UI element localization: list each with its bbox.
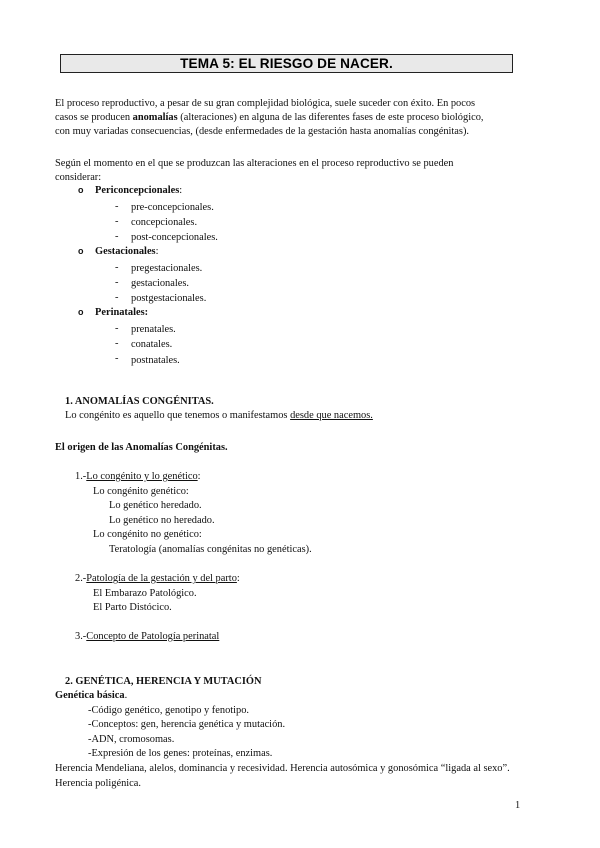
list-item: pregestacionales. [131,263,203,274]
group-label: Gestacionales [95,246,156,257]
list-item: postnatales. [131,355,180,366]
group-suffix: : [179,185,183,196]
list-item: postgestacionales. [131,293,207,304]
dash-icon: - [115,338,119,349]
origin-line: Lo genético heredado. [109,500,202,511]
intro-line-2 [55,111,484,124]
dash-icon: - [115,201,119,212]
intro-bold-anomalias: anomalías [132,112,178,123]
group-label: Periconcepcionales [95,185,180,196]
origin-line: El Embarazo Patológico. [93,588,197,599]
origin-point-3 [75,630,219,643]
moments-line-2: considerar: [55,172,102,183]
origin-point-2 [75,572,240,585]
intro-line-2-pre: casos se producen [55,112,133,123]
group-suffix: : [144,307,149,318]
group-suffix: : [155,246,159,257]
list-item: prenatales. [131,324,176,335]
page-number: 1 [515,800,521,811]
origin-line: El Parto Distócico. [93,602,172,613]
dash-icon: - [115,216,119,227]
group-gestacionales [95,245,159,258]
section-1-heading: 1. ANOMALÍAS CONGÉNITAS. [65,396,214,407]
origin-point-number: 1.- [75,471,87,482]
moments-line-1: Según el momento en el que se produzcan las alteraciones en el proceso reproductivo se pueden [55,158,454,169]
intro-line-2-post: (alteraciones) en alguna de las diferentes fases de este proceso biológico, [177,112,484,123]
genetics-item: -Expresión de los genes: proteínas, enzimas. [88,748,273,759]
origin-point-title: Concepto de Patología perinatal [86,631,220,642]
origin-point-colon: : [197,471,201,482]
list-item: post-concepcionales. [131,232,218,243]
page-title-box [60,54,513,73]
bullet-icon: o [78,246,84,256]
list-item: gestacionales. [131,278,189,289]
group-periconcepcionales [95,184,182,197]
intro-line-1: El proceso reproductivo, a pesar de su gran complejidad biológica, suele suceder con éxito. En pocos [55,98,476,109]
origin-line: Lo congénito no genético: [93,529,202,540]
origin-point-colon: : [236,573,240,584]
dash-icon: - [115,231,119,242]
list-item: conatales. [131,339,173,350]
bullet-icon: o [78,307,84,317]
genetics-item: -ADN, cromosomas. [88,734,175,745]
dash-icon: - [115,277,119,288]
origin-point-title: Patología de la gestación y del parto [86,573,237,584]
bullet-icon: o [78,185,84,195]
origin-point-1 [75,470,201,483]
origin-heading: El origen de las Anomalías Congénitas. [55,442,228,453]
origin-point-title: Lo congénito y lo genético [86,471,198,482]
group-perinatales [95,306,148,319]
section-2-subheading [55,689,127,702]
dash-icon: - [115,262,119,273]
list-item: pre-concepcionales. [131,202,214,213]
origin-point-number: 2.- [75,573,87,584]
dash-icon: - [115,353,119,364]
section-1-text [65,409,373,422]
origin-point-number: 3.- [75,631,87,642]
genetics-item: -Código genético, genotipo y fenotipo. [88,705,250,716]
origin-line: Lo genético no heredado. [109,515,215,526]
list-item: concepcionales. [131,217,198,228]
dash-icon: - [115,292,119,303]
intro-line-3: con muy variadas consecuencias, (desde enfermedades de la gestación hasta anomalías congénitas). [55,126,470,137]
dash-icon: - [115,323,119,334]
group-label: Perinatales [95,307,145,318]
herencia-line-2: Herencia poligénica. [55,778,141,789]
page-title: TEMA 5: EL RIESGO DE NACER. [180,56,393,71]
section-2-sub-dot: . [124,690,128,701]
section-2-heading: 2. GENÉTICA, HERENCIA Y MUTACIÓN [65,676,262,687]
section-2-sub-bold: Genética básica [55,690,125,701]
genetics-item: -Conceptos: gen, herencia genética y mutación. [88,719,286,730]
section-1-underlined: desde que nacemos. [290,410,373,421]
herencia-line-1: Herencia Mendeliana, alelos, dominancia y recesividad. Herencia autosómica y gonosómica “ligada al sexo”. [55,763,510,774]
origin-line: Lo congénito genético: [93,486,189,497]
origin-line: Teratología (anomalías congénitas no genéticas). [109,544,312,555]
section-1-text-pre: Lo congénito es aquello que tenemos o manifestamos [65,410,291,421]
